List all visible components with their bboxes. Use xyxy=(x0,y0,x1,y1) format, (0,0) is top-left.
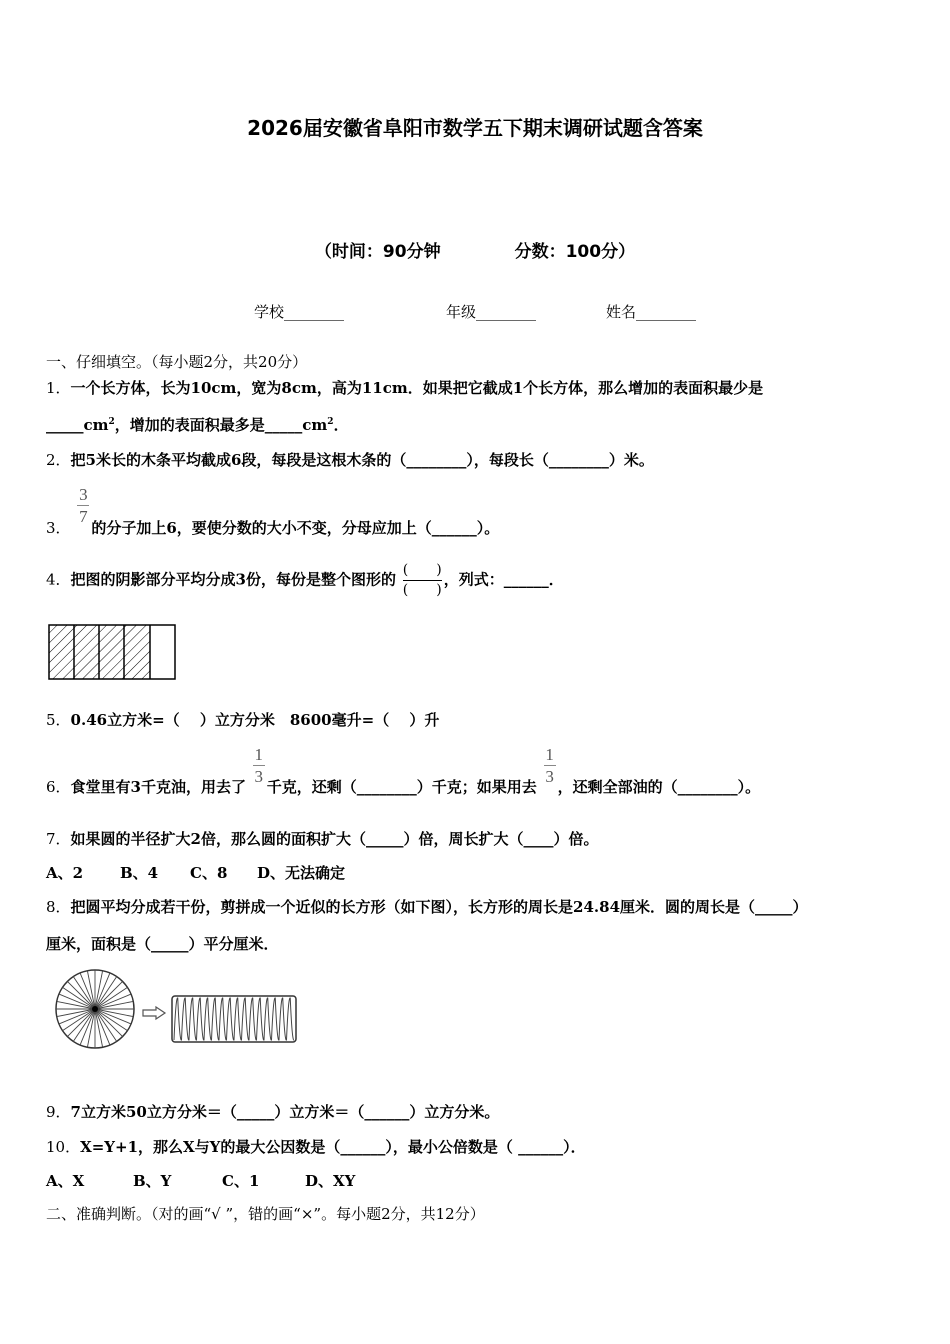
fraction-denominator: 3 xyxy=(254,767,264,786)
fraction-numerator: 1 xyxy=(254,745,264,764)
question-number: 10． xyxy=(46,1138,81,1156)
option-b: B、4 xyxy=(120,864,159,882)
circle-sector-line xyxy=(95,1009,123,1037)
section-1-heading: 一、仔细填空。（每小题2分，共20分） xyxy=(46,353,308,371)
fraction-numerator: 1 xyxy=(545,745,554,764)
answer-blank: _____cm xyxy=(46,416,109,434)
fraction-denominator: 7 xyxy=(79,507,88,526)
rectangle-sector-outline xyxy=(174,998,294,1040)
school-field: 学校________ xyxy=(254,303,345,321)
option-d: D、无法确定 xyxy=(257,864,346,882)
question-number: 4． xyxy=(46,570,71,589)
question-text: X=Y+1，那么X与Y的最大公因数是（______），最小公倍数是（ ______）． xyxy=(80,1138,586,1156)
circle-sector-line xyxy=(67,1009,95,1037)
superscript: 2 xyxy=(327,417,334,427)
question-8-line-2: 厘米，面积是（_____）平分厘米． xyxy=(46,935,279,953)
fraction-denominator: 3 xyxy=(545,767,554,786)
question-4 xyxy=(46,562,564,599)
question-text: 把图的阴影部分平均分成3份，每份是整个图形的 xyxy=(70,570,396,589)
question-number: 3． xyxy=(46,518,71,537)
grade-field: 年级________ xyxy=(446,303,537,321)
question-number: 2． xyxy=(46,451,71,469)
question-text: 0.46立方米=（ ）立方分米 8600毫升=（ ）升 xyxy=(70,711,440,729)
option-c: C、8 xyxy=(190,864,228,882)
circle-sector-line xyxy=(67,981,95,1009)
fraction xyxy=(77,485,89,526)
exam-score: 分数：100分） xyxy=(514,242,636,262)
question-6 xyxy=(46,741,761,796)
superscript: 2 xyxy=(108,417,115,427)
question-3 xyxy=(46,481,500,537)
question-text: ，列式：______． xyxy=(443,570,564,589)
exam-time: （时间：90分钟 xyxy=(314,242,441,262)
option-d: D、XY xyxy=(305,1172,356,1190)
question-number: 7． xyxy=(46,830,71,848)
fraction xyxy=(544,745,556,786)
question-8 xyxy=(46,896,808,917)
option-b: B、Y xyxy=(133,1172,172,1190)
question-number: 5． xyxy=(46,711,71,729)
question-text: 一个长方体，长为10cm，宽为8cm，高为11cm．如果把它截成1个长方体，那么增加的表面积最少是 xyxy=(70,379,764,397)
question-5 xyxy=(46,709,439,730)
divided-circle-figure xyxy=(54,968,136,1050)
question-text: 把5米长的木条平均截成6段，每段是这根木条的（________），每段长（________）米。 xyxy=(70,451,654,469)
question-number: 6． xyxy=(46,777,71,796)
fraction-denominator: ( ) xyxy=(402,582,442,598)
option-c: C、1 xyxy=(222,1172,260,1190)
question-2 xyxy=(46,449,654,470)
question-number: 9． xyxy=(46,1103,71,1121)
fraction-blank xyxy=(403,562,442,599)
question-text: ，增加的表面积最多是_____cm xyxy=(114,416,328,434)
hatched-rectangle-figure xyxy=(48,624,178,680)
fraction-numerator: 3 xyxy=(79,485,88,504)
section-2-heading: 二、准确判断。（对的画“√ ”，错的画“×”。每小题2分，共12分） xyxy=(46,1205,485,1223)
name-field: 姓名________ xyxy=(606,303,697,321)
question-10 xyxy=(46,1136,586,1157)
page-title: 2026届安徽省阜阳市数学五下期末调研试题含答案 xyxy=(247,116,703,140)
question-text: 千克，还剩（________）千克；如果用去 xyxy=(266,777,537,796)
question-text: 的分子加上6，要使分数的大小不变，分母应加上（______）。 xyxy=(91,518,500,537)
arrow-right-icon xyxy=(142,1006,166,1020)
punctuation: ． xyxy=(333,416,349,434)
question-text: ，还剩全部油的（________）。 xyxy=(557,777,761,796)
question-text: 食堂里有3千克油，用去了 xyxy=(70,777,246,796)
question-number: 1． xyxy=(46,379,71,397)
question-1-line-2 xyxy=(46,414,349,435)
fraction xyxy=(253,745,265,786)
question-9 xyxy=(46,1101,499,1122)
approx-rectangle-figure xyxy=(170,994,298,1044)
question-text: 把圆平均分成若干份，剪拼成一个近似的长方形（如下图），长方形的周长是24.84厘米．圆的周长是（_____） xyxy=(70,898,808,916)
option-a: A、X xyxy=(46,1172,85,1190)
question-text: 7立方米50立方分米＝（_____）立方米＝（______）立方分米。 xyxy=(70,1103,500,1121)
question-1 xyxy=(46,377,763,398)
question-number: 8． xyxy=(46,898,71,916)
option-a: A、2 xyxy=(46,864,84,882)
question-7 xyxy=(46,828,599,849)
question-text: 如果圆的半径扩大2倍，那么圆的面积扩大（_____）倍，周长扩大（____）倍。 xyxy=(70,830,599,848)
exam-subtitle xyxy=(0,237,950,262)
circle-sector-line xyxy=(95,981,123,1009)
fraction-numerator: ( ) xyxy=(402,562,442,578)
